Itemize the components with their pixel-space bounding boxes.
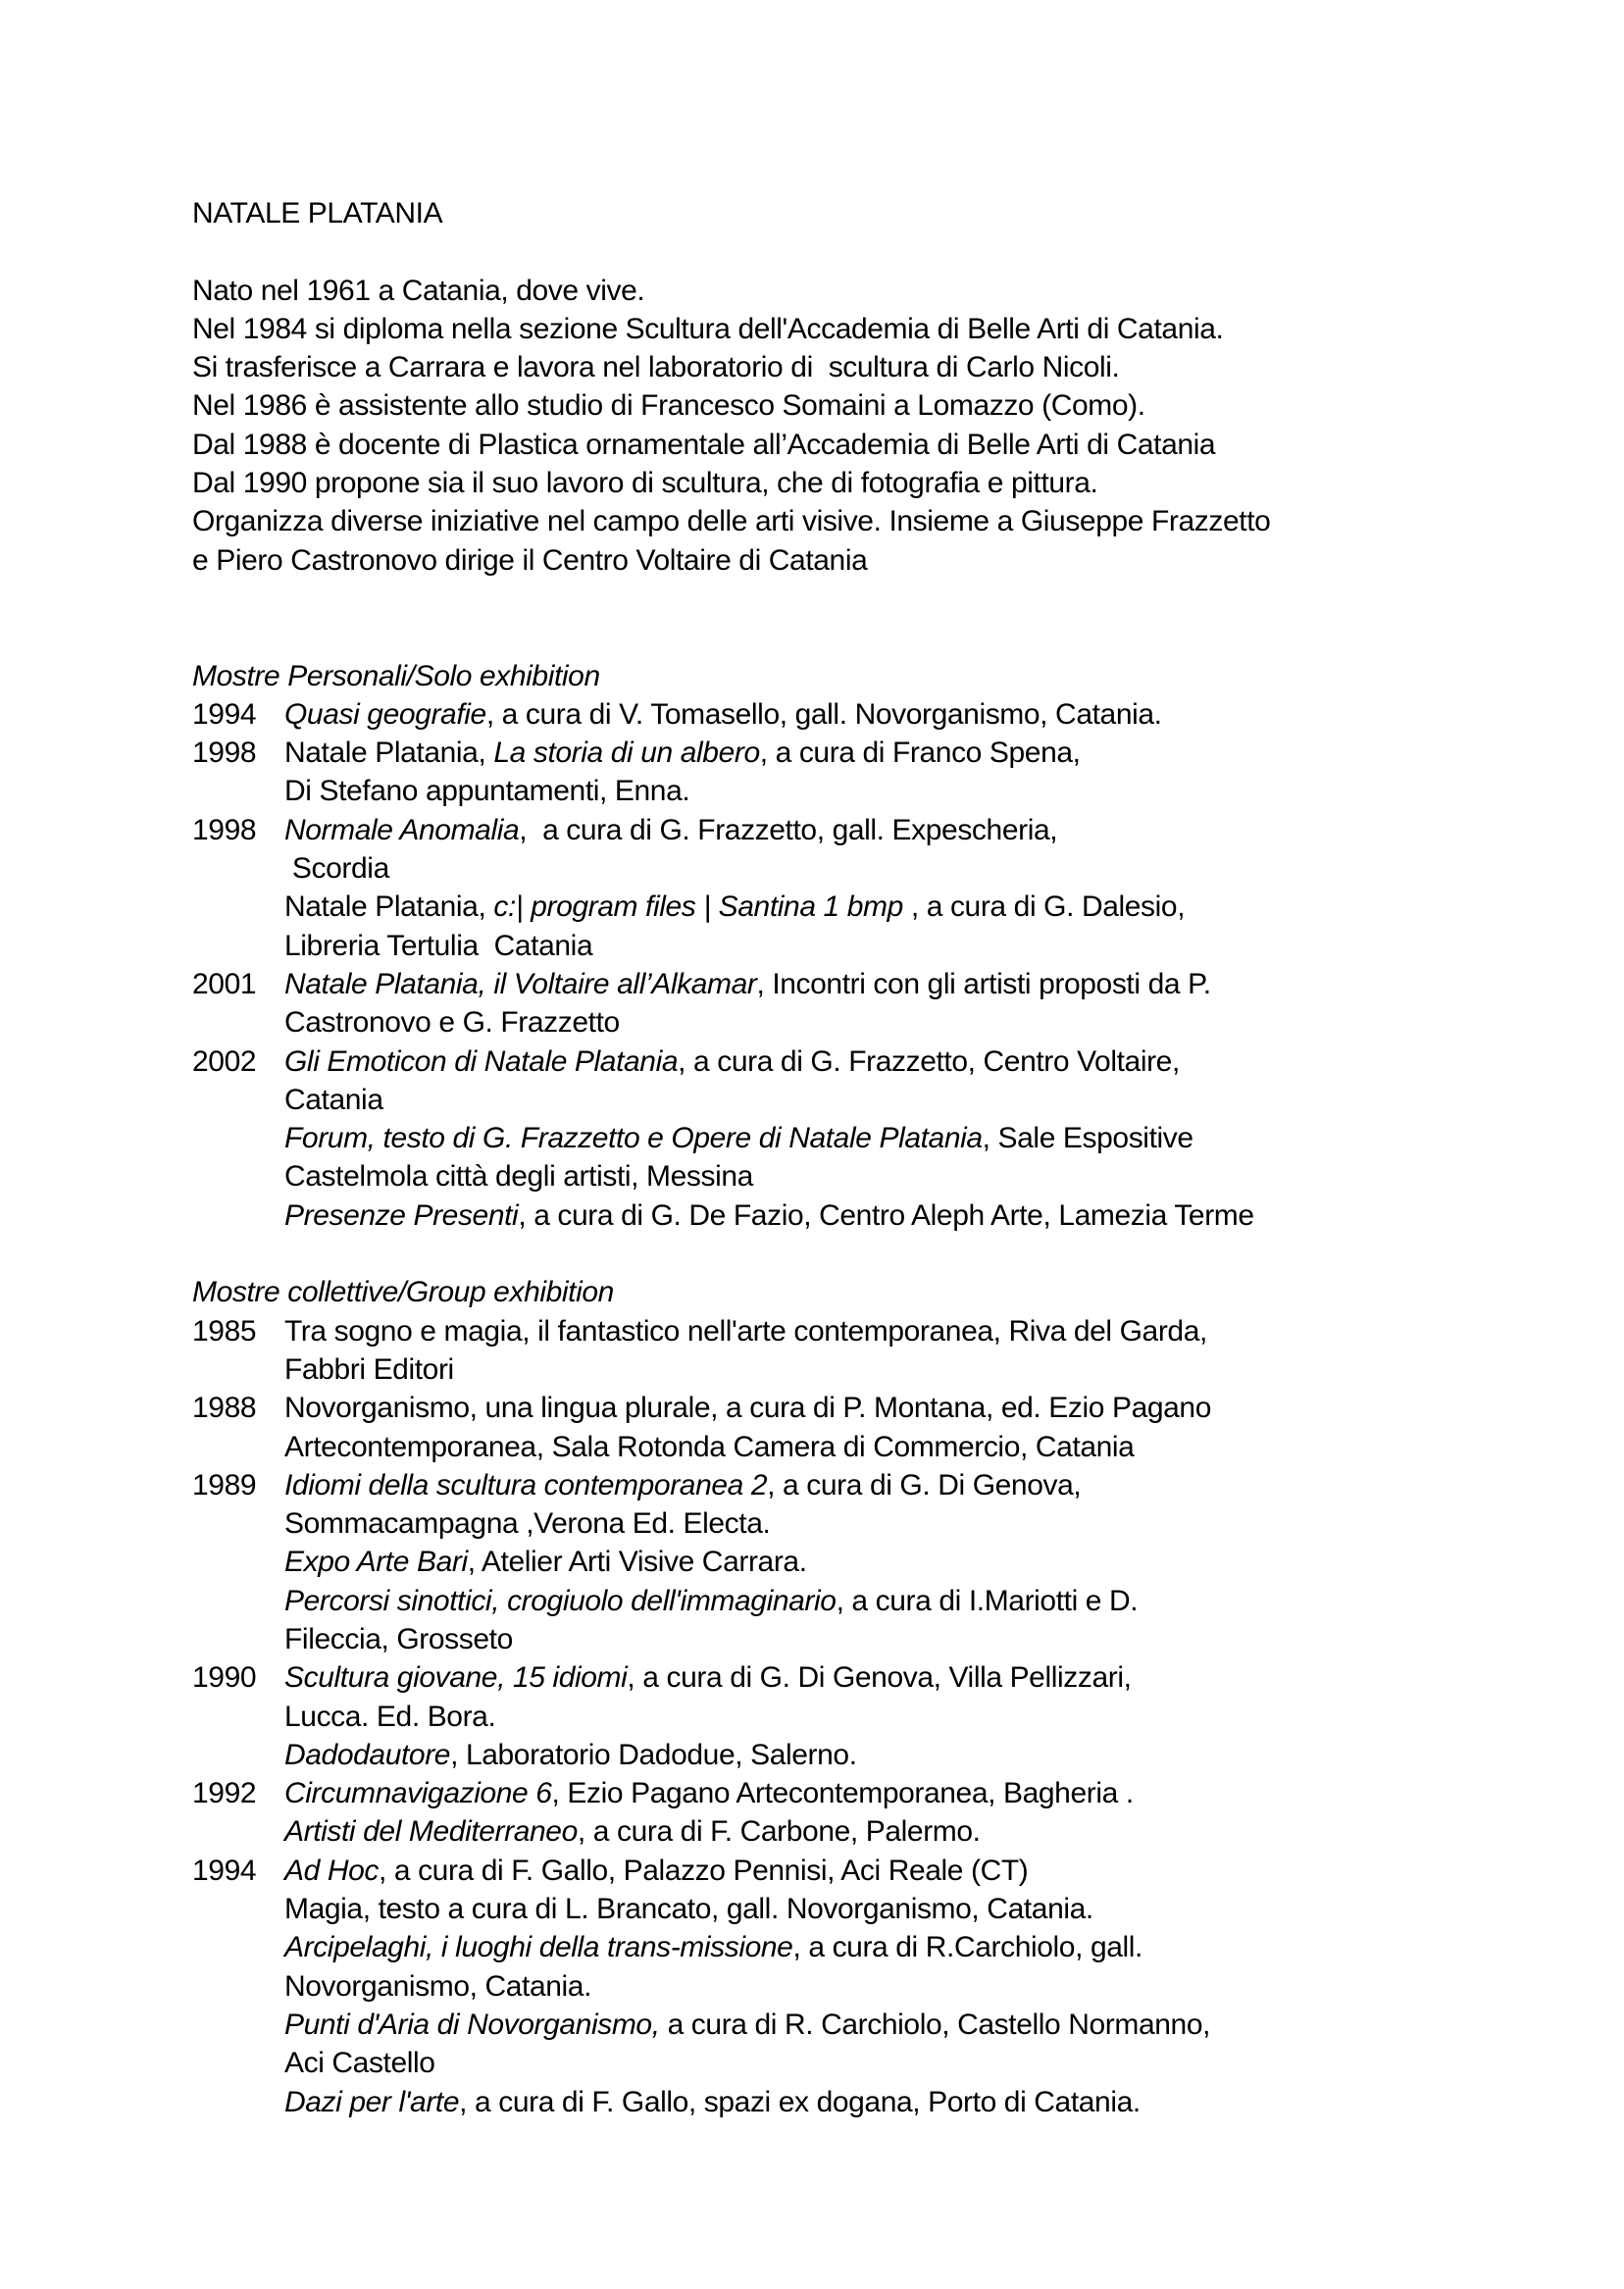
text-segment: , a cura di G. Di Genova,	[767, 1468, 1082, 1501]
italic-text-segment: Scultura giovane, 15 idiomi	[284, 1661, 628, 1695]
row-line	[284, 927, 1624, 965]
italic-text-segment: Artisti del Mediterraneo	[284, 1815, 578, 1849]
text-segment: Novorganismo, una lingua plurale, a cura di P. Montana, ed. Ezio Pagano	[284, 1392, 1212, 1425]
bio-line: Dal 1990 propone sia il suo lavoro di scultura, che di fotografia e pittura.	[192, 467, 1098, 500]
italic-text-segment: Idiomi della scultura contemporanea 2	[284, 1468, 768, 1501]
text-segment: , a cura di F. Gallo, Palazzo Pennisi, Aci Reale (CT)	[378, 1854, 1029, 1887]
italic-text-segment: Ad Hoc	[284, 1854, 379, 1887]
italic-text-segment: Natale Platania, il Voltaire all’Alkamar	[284, 967, 757, 1000]
row-line	[284, 1043, 1624, 1081]
row-line	[284, 1466, 1624, 1504]
row-lines	[284, 695, 1624, 734]
text-segment: Sommacampagna ,Verona Ed. Electa.	[284, 1507, 771, 1541]
exhibition-row	[192, 1658, 1624, 1774]
text-segment: Tra sogno e magia, il fantastico nell'arte contemporanea, Riva del Garda,	[284, 1314, 1207, 1348]
text-segment: , a cura di V. Tomasello, gall. Novorganismo, Catania.	[485, 697, 1162, 731]
text-segment: Artecontemporanea, Sala Rotonda Camera di Commercio, Catania	[284, 1430, 1135, 1463]
exhibition-row	[192, 1774, 1624, 1852]
bio-line: Si trasferisce a Carrara e lavora nel laboratorio di scultura di Carlo Nicoli.	[192, 351, 1120, 384]
exhibition-row	[192, 1389, 1624, 1466]
row-line	[284, 772, 1624, 810]
row-year: 1990	[192, 1661, 257, 1695]
row-line	[284, 1350, 1624, 1389]
text-segment: Fileccia, Grosseto	[284, 1622, 513, 1655]
row-lines	[284, 734, 1624, 811]
row-line	[284, 849, 1624, 888]
row-line	[284, 1582, 1624, 1620]
row-year: 1994	[192, 1854, 257, 1887]
row-year: 1998	[192, 813, 257, 846]
text-segment: , Ezio Pagano Artecontemporanea, Bagheria .	[551, 1777, 1134, 1810]
exhibition-row	[192, 1043, 1624, 1235]
text-segment: Fabbri Editori	[284, 1352, 454, 1386]
exhibition-row	[192, 811, 1624, 965]
section-group-exhibitions	[192, 1273, 1624, 2121]
row-year: 1985	[192, 1314, 257, 1348]
text-segment: Di Stefano appuntamenti, Enna.	[284, 775, 690, 808]
row-lines	[284, 965, 1624, 1043]
row-line	[284, 1698, 1624, 1736]
row-year: 1989	[192, 1468, 257, 1501]
row-line	[284, 1658, 1624, 1697]
bio-line: Nel 1986 è assistente allo studio di Francesco Somaini a Lomazzo (Como).	[192, 389, 1145, 423]
text-segment: , a cura di G. Dalesio,	[902, 890, 1186, 924]
row-line	[284, 811, 1624, 849]
text-segment: , a cura di R.Carchiolo, gall.	[792, 1931, 1142, 1964]
text-segment: Lucca. Ed. Bora.	[284, 1700, 496, 1733]
row-lines	[284, 811, 1624, 965]
italic-text-segment: Dazi per l'arte	[284, 2085, 460, 2118]
text-segment: , a cura di G. De Fazio, Centro Aleph Arte, Lamezia Terme	[518, 1198, 1254, 1232]
exhibition-row	[192, 1312, 1624, 1390]
page-title: NATALE PLATANIA	[192, 197, 443, 229]
row-year: 1992	[192, 1777, 257, 1810]
italic-text-segment: Presenze Presenti	[284, 1198, 519, 1232]
exhibition-row	[192, 734, 1624, 811]
row-line	[284, 1081, 1624, 1119]
italic-text-segment: Punti d'Aria di Novorganismo,	[284, 2008, 660, 2041]
row-lines	[284, 1466, 1624, 1658]
row-year: 2001	[192, 967, 257, 1000]
row-line	[284, 734, 1624, 772]
italic-text-segment: La storia di un albero	[493, 737, 760, 770]
italic-text-segment: Forum, testo di G. Frazzetto e Opere di Natale Platania	[284, 1122, 983, 1155]
row-line	[284, 965, 1624, 1003]
italic-text-segment: Circumnavigazione 6	[284, 1777, 552, 1810]
section-heading: Mostre Personali/Solo exhibition	[192, 659, 600, 692]
text-segment: , a cura di I.Mariotti e D.	[836, 1584, 1139, 1617]
bio-line: e Piero Castronovo dirige il Centro Voltaire di Catania	[192, 543, 868, 577]
text-segment: , a cura di Franco Spena,	[759, 737, 1081, 770]
text-segment: Aci Castello	[284, 2047, 435, 2080]
bio-line: Dal 1988 è docente di Plastica ornamentale all’Accademia di Belle Arti di Catania	[192, 428, 1216, 461]
row-line	[284, 2083, 1624, 2121]
text-segment: Libreria Tertulia Catania	[284, 929, 593, 962]
text-segment: Scordia	[284, 852, 389, 886]
row-line	[284, 1928, 1624, 1966]
row-line	[284, 1967, 1624, 2006]
row-line	[284, 1312, 1624, 1350]
italic-text-segment: Gli Emoticon di Natale Platania	[284, 1044, 679, 1078]
italic-text-segment: Arcipelaghi, i luoghi della trans-missione	[284, 1931, 793, 1964]
exhibition-row	[192, 1466, 1624, 1658]
row-line	[284, 1389, 1624, 1427]
row-line	[284, 695, 1624, 734]
text-segment: Natale Platania,	[284, 737, 494, 770]
text-segment: , Sale Espositive	[982, 1122, 1193, 1155]
row-lines	[284, 1043, 1624, 1235]
italic-text-segment: Percorsi sinottici, crogiuolo dell'immaginario	[284, 1584, 837, 1617]
italic-text-segment: c:| program files | Santina 1 bmp	[493, 890, 903, 924]
section-rows	[192, 1312, 1624, 2121]
bio	[192, 272, 1624, 580]
italic-text-segment: Normale Anomalia	[284, 813, 520, 846]
italic-text-segment: Expo Arte Bari	[284, 1546, 468, 1579]
row-lines	[284, 1312, 1624, 1390]
row-line	[284, 1003, 1624, 1042]
exhibition-row	[192, 1852, 1624, 2121]
text-segment: Catania	[284, 1083, 383, 1116]
italic-text-segment: Dadodautore	[284, 1738, 451, 1771]
row-lines	[284, 1389, 1624, 1466]
row-line	[284, 1543, 1624, 1581]
exhibition-row	[192, 965, 1624, 1043]
text-segment: Castelmola città degli artisti, Messina	[284, 1160, 753, 1194]
text-segment: , a cura di G. Frazzetto, Centro Voltaire,	[678, 1044, 1180, 1078]
row-line	[284, 1620, 1624, 1658]
text-segment: Natale Platania,	[284, 890, 494, 924]
text-segment: , Atelier Arti Visive Carrara.	[467, 1546, 807, 1579]
bio-line: Organizza diverse iniziative nel campo delle arti visive. Insieme a Giuseppe Frazzetto	[192, 505, 1271, 538]
exhibition-row	[192, 695, 1624, 734]
section-solo-exhibitions	[192, 657, 1624, 1235]
text-segment: Castronovo e G. Frazzetto	[284, 1006, 620, 1040]
row-line	[284, 1157, 1624, 1195]
row-year: 1994	[192, 697, 257, 731]
bio-line: Nel 1984 si diploma nella sezione Scultura dell'Accademia di Belle Arti di Catania.	[192, 312, 1224, 345]
row-line	[284, 2044, 1624, 2082]
text-segment: Magia, testo a cura di L. Brancato, gall. Novorganismo, Catania.	[284, 1893, 1093, 1926]
section-heading: Mostre collettive/Group exhibition	[192, 1276, 614, 1309]
row-year: 1998	[192, 737, 257, 770]
row-lines	[284, 1658, 1624, 1774]
text-segment: Novorganismo, Catania.	[284, 1969, 592, 2003]
row-line	[284, 1774, 1624, 1812]
row-line	[284, 1890, 1624, 1928]
text-segment: , Laboratorio Dadodue, Salerno.	[450, 1738, 857, 1771]
text-segment: , a cura di F. Gallo, spazi ex dogana, Porto di Catania.	[459, 2085, 1141, 2118]
row-line	[284, 1119, 1624, 1157]
text-segment: , Incontri con gli artisti proposti da P.	[756, 967, 1211, 1000]
row-line	[284, 1504, 1624, 1543]
row-line	[284, 1736, 1624, 1774]
row-line	[284, 888, 1624, 926]
text-segment: , a cura di G. Di Genova, Villa Pellizzari,	[627, 1661, 1132, 1695]
row-year: 2002	[192, 1044, 257, 1078]
text-segment: , a cura di G. Frazzetto, gall. Expescheria,	[519, 813, 1058, 846]
row-lines	[284, 1774, 1624, 1852]
row-year: 1988	[192, 1392, 257, 1425]
row-line	[284, 1196, 1624, 1235]
row-line	[284, 1812, 1624, 1851]
section-rows	[192, 695, 1624, 1235]
text-segment: a cura di R. Carchiolo, Castello Normanno,	[659, 2008, 1211, 2041]
text-segment: , a cura di F. Carbone, Palermo.	[577, 1815, 981, 1849]
row-line	[284, 2006, 1624, 2044]
bio-line: Nato nel 1961 a Catania, dove vive.	[192, 274, 645, 307]
row-line	[284, 1852, 1624, 1890]
row-lines	[284, 1852, 1624, 2121]
italic-text-segment: Quasi geografie	[284, 697, 486, 731]
row-line	[284, 1428, 1624, 1466]
